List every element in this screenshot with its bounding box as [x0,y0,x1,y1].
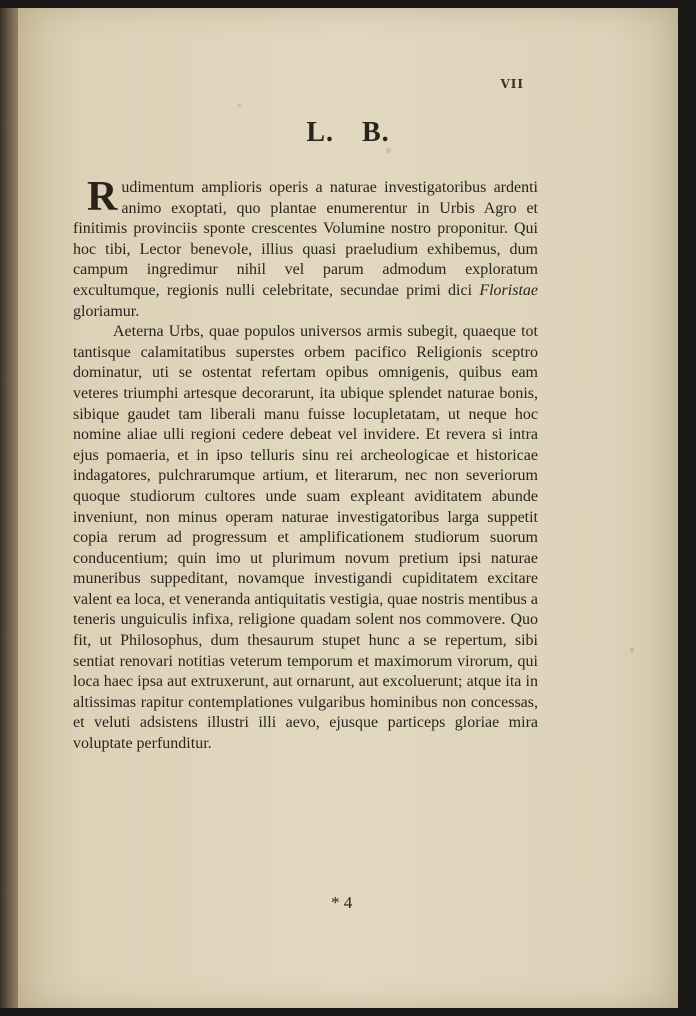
paragraph-1-italic-word: Floristae [479,281,538,299]
page-number: VII [500,77,524,91]
paper-spot [238,104,241,107]
signature-mark: * 4 [331,893,353,912]
paper-spot [630,648,634,652]
heading-initial-l: L. [306,117,334,148]
page-heading [0,117,696,149]
paragraph-1-text-before: udimentum amplioris operis a naturae investigatoribus ardenti animo exoptati, quo plantae enumerentur in Urbis Agro et finitimis provinciis sponte crescentes Volumine nostro proponitur. Qui hoc tibi, Lector benevole, illius quasi praeludium exhibemus, dum campum ingredimur nihil vel parum admodum exploratum excultumque, regionis nulli celebritate, secundae primi dici [73,179,538,299]
heading-initial-b: B. [362,117,390,148]
body-text [73,174,538,755]
drop-cap: R [87,174,118,220]
paragraph-2: Aeterna Urbs, quae populos universos armis subegit, quaeque tot tantisque calamitatibus superstes orbem pacifico Religionis sceptro dominatur, uti se ostentat refertam opibus omnigenis, quibus eam veteres triumphi artesque decorarunt, ita ubique splendet naturae bonis, sibique gaudet tam liberali manu fuisse locupletatam, ut neque hoc nomine aliae ulli regioni cedere debeat vel invidere. Et revera si intra ejus pomaeria, et in ipso telluris sinu rei archeologicae et historicae indagatores, pulchrarumque artium, et literarum, nec non severiorum quoque studiorum cultores unde suam expleant aviditatem abunde inveniunt, non minus operam naturae investigatoribus larga suppetit copia rerum ad progressum et amplificationem studiorum suorum conducentium; quin imo ut plurimum novum pretium ipsi naturae muneribus suppeditant, novamque investigandi cupiditatem excitare valent ea loca, et veneranda antiquitatis vestigia, quae nostris mentibus a teneris unguiculis infixa, religione quadam solent nos commovere. Quo fit, ut Philosophus, dum thesaurum stupet hunc a se repertum, sibi sentiat renovari notitias veterum temporum et maximorum virorum, qui loca haec ipsa aut extruxerunt, aut ornarunt, aut excoluerunt; atque ita in altissimas rapitur contemplationes vulgaribus hominibus non concessas, et veluti adsistens illustri illi aevo, ejusque particeps gloriae mira voluptate perfunditur. [73,323,538,753]
paragraph-1 [73,174,538,322]
paragraph-1-text-after: gloriamur. [73,302,140,320]
